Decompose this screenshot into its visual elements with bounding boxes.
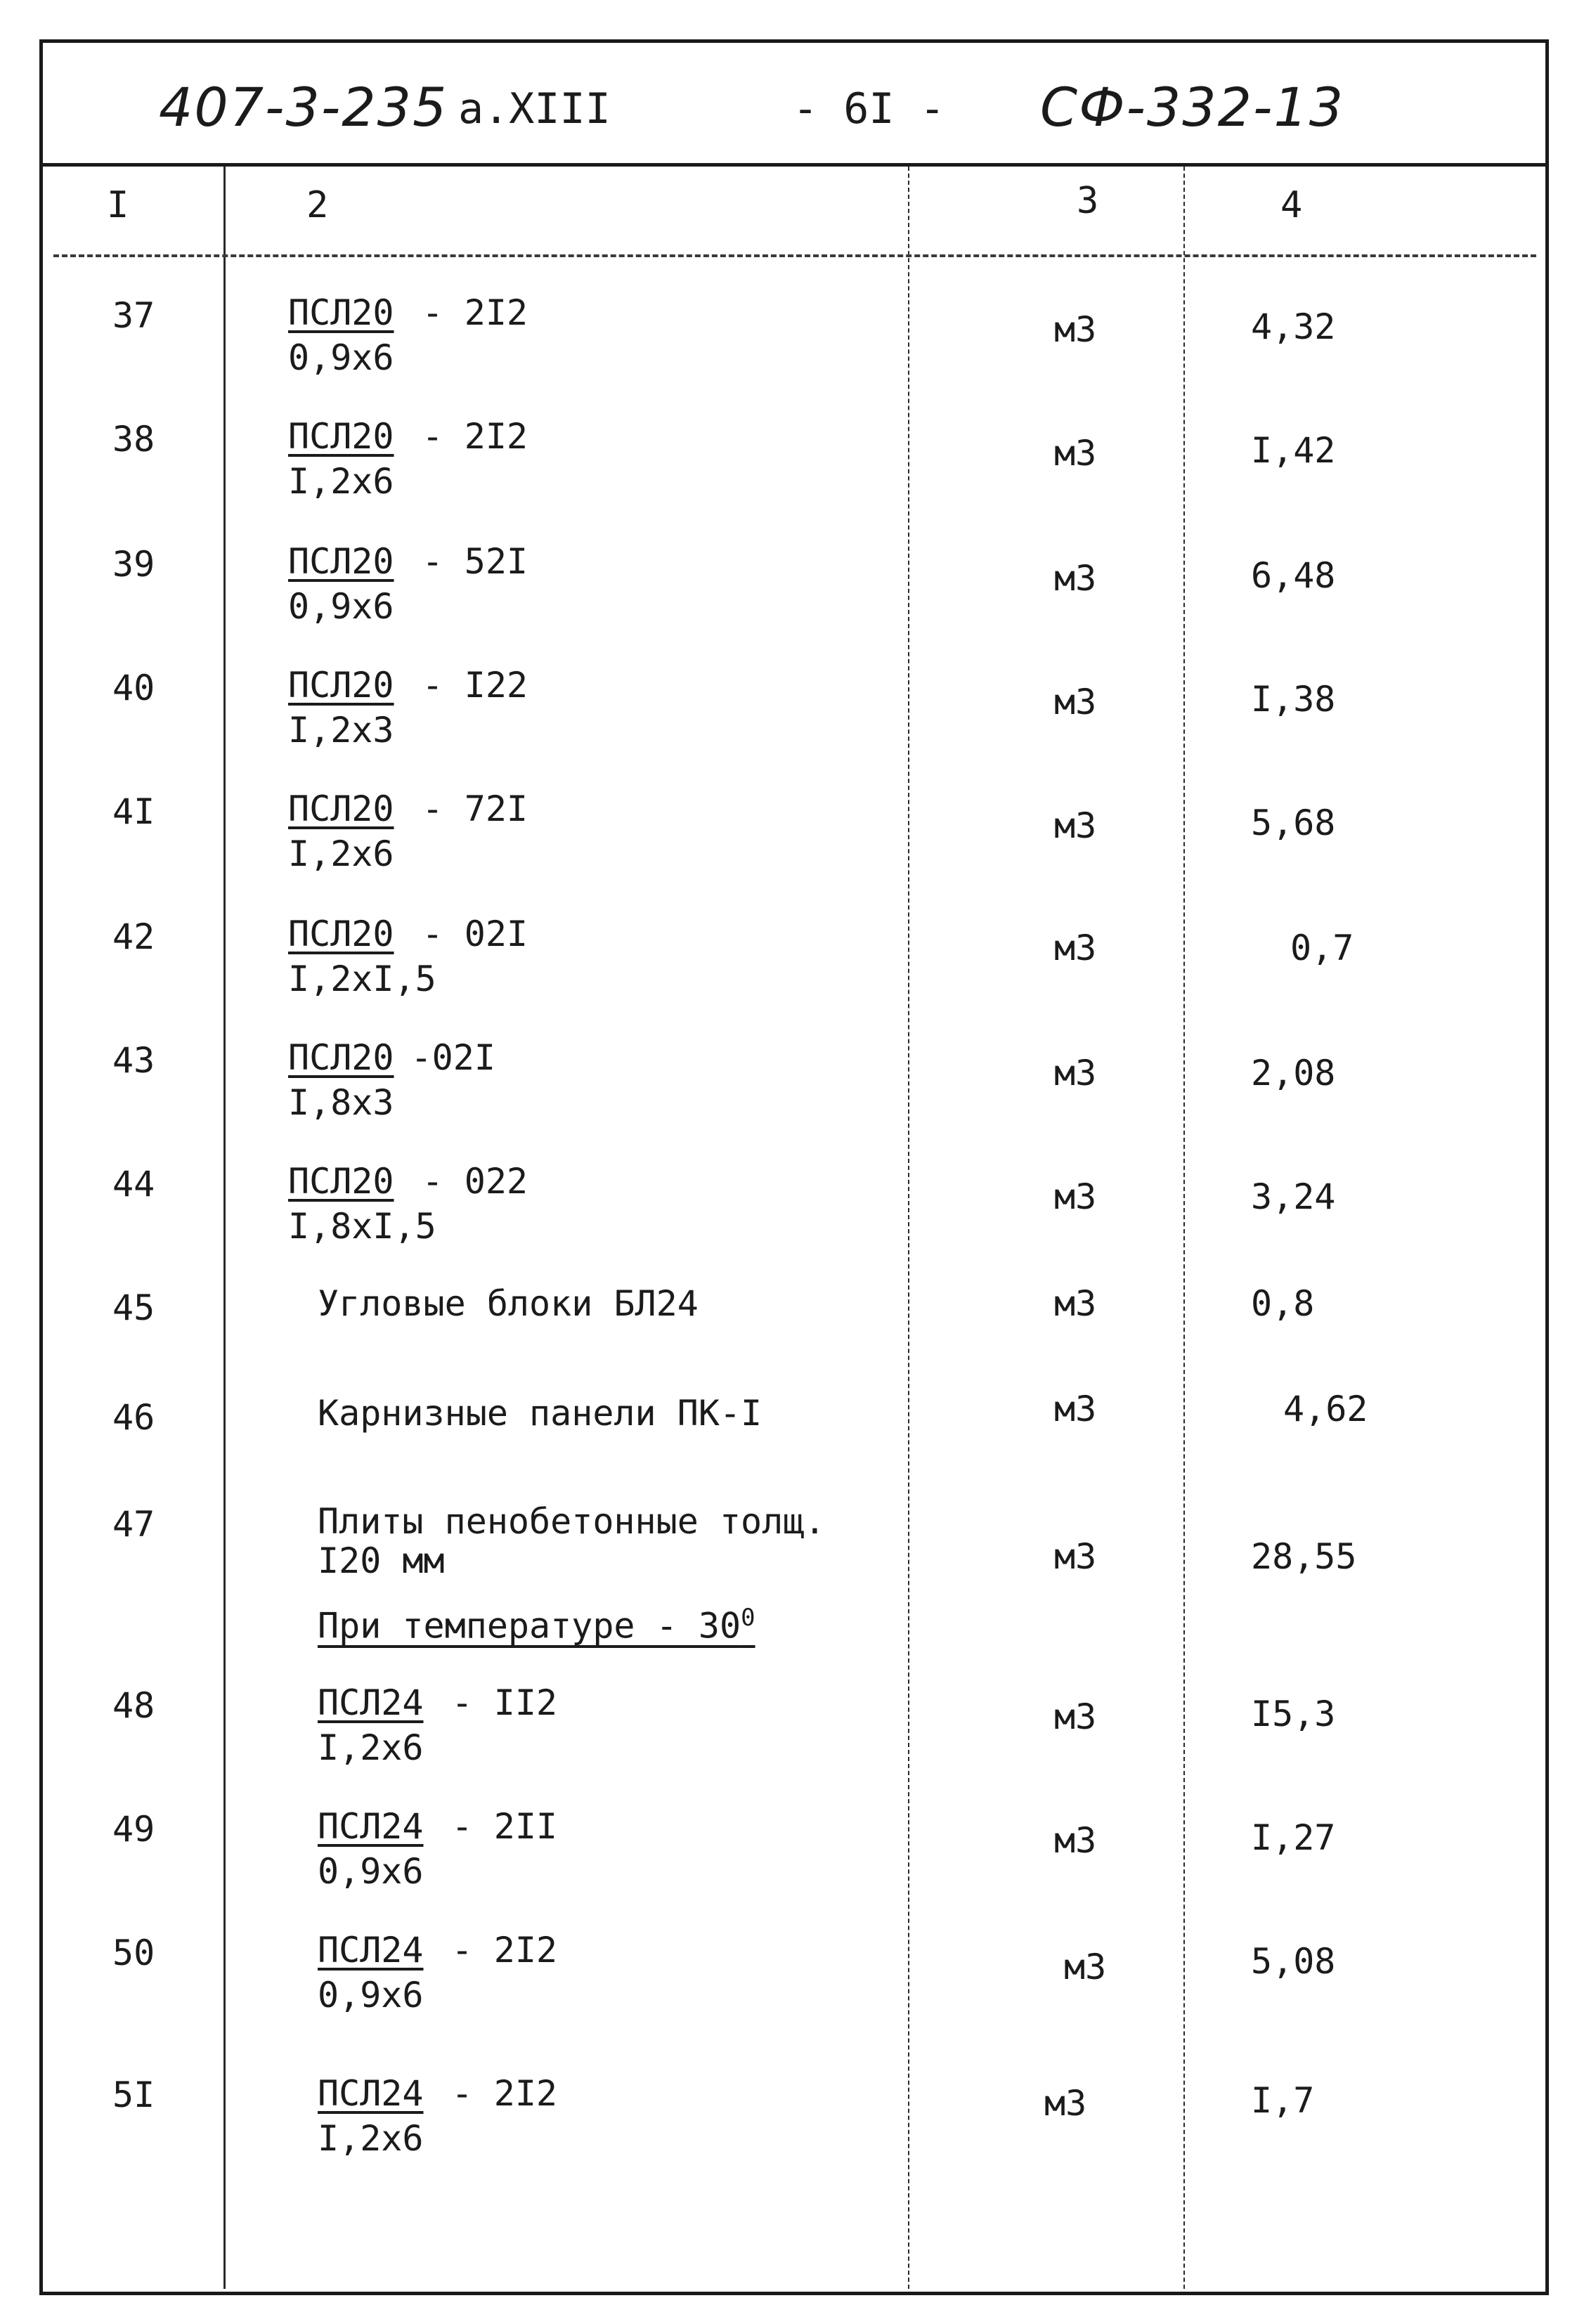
quantity: I,38 <box>1251 679 1336 720</box>
section-title-text: При температуре - 30 <box>318 1605 741 1647</box>
unit: м3 <box>1064 1947 1107 1987</box>
mark-top: ПСЛ20 <box>288 541 394 582</box>
row-number: 4I <box>112 791 155 832</box>
row-number: 37 <box>112 295 155 336</box>
mark-bottom: 0,9x6 <box>318 1975 424 2015</box>
degree-sign: 0 <box>741 1604 755 1632</box>
item-description: Плиты пенобетонные толщ. <box>318 1501 826 1542</box>
unit: м3 <box>1054 1536 1097 1577</box>
item-mark <box>288 914 528 999</box>
quantity: 4,32 <box>1251 306 1336 347</box>
mark-top: ПСЛ24 <box>318 1682 424 1723</box>
quantity: 0,8 <box>1251 1283 1315 1324</box>
mark-top: ПСЛ20 <box>288 1161 394 1202</box>
unit: м3 <box>1054 433 1097 474</box>
mark-suffix: - 2I2 <box>422 292 528 333</box>
document-designation: 407-3-235 <box>159 76 448 138</box>
item-description: Угловые блоки БЛ24 <box>318 1283 699 1324</box>
column-divider-3 <box>1183 167 1187 2289</box>
mark-top: ПСЛ24 <box>318 1806 424 1847</box>
item-mark <box>318 1930 557 2015</box>
quantity: 0,7 <box>1290 928 1354 968</box>
unit: м3 <box>1054 682 1097 722</box>
column-divider-2 <box>908 167 911 2289</box>
mark-bottom: I,2x6 <box>288 461 394 502</box>
mark-suffix: - 52I <box>422 541 528 582</box>
unit: м3 <box>1044 2083 1087 2124</box>
mark-top: ПСЛ20 <box>288 665 394 706</box>
unit: м3 <box>1054 558 1097 599</box>
mark-suffix: - II2 <box>451 1682 558 1723</box>
quantity: 5,08 <box>1251 1941 1336 1982</box>
mark-suffix: - 2I2 <box>422 416 528 457</box>
row-number: 40 <box>112 668 155 708</box>
mark-top: ПСЛ20 <box>288 292 394 333</box>
unit: м3 <box>1054 1176 1097 1217</box>
quantity: I5,3 <box>1251 1694 1336 1734</box>
unit: м3 <box>1054 1696 1097 1737</box>
header-dashed-rule <box>53 254 1536 257</box>
quantity: 6,48 <box>1251 555 1336 596</box>
row-number: 5I <box>112 2075 155 2115</box>
mark-suffix: - I22 <box>422 665 528 706</box>
item-mark <box>288 541 528 627</box>
mark-bottom: 0,9x6 <box>288 337 394 378</box>
column-header-4: 4 <box>1280 184 1303 226</box>
mark-suffix: - 02I <box>422 914 528 954</box>
quantity: 28,55 <box>1251 1536 1357 1577</box>
unit: м3 <box>1054 805 1097 846</box>
mark-bottom: I,2x6 <box>288 833 394 874</box>
mark-suffix: - 2I2 <box>451 2073 558 2114</box>
quantity: I,42 <box>1251 430 1336 471</box>
unit: м3 <box>1054 1053 1097 1093</box>
row-number: 48 <box>112 1685 155 1726</box>
mark-top: ПСЛ20 <box>288 914 394 954</box>
mark-suffix: -02I <box>410 1037 495 1078</box>
column-header-3: 3 <box>1077 180 1099 222</box>
item-description: Карнизные панели ПК-I <box>318 1393 762 1434</box>
row-number: 42 <box>112 916 155 957</box>
mark-bottom: I,8x3 <box>288 1082 394 1123</box>
quantity: 5,68 <box>1251 803 1336 843</box>
row-number: 39 <box>112 544 155 585</box>
unit: м3 <box>1054 1283 1097 1324</box>
unit: м3 <box>1054 1389 1097 1429</box>
mark-top: ПСЛ24 <box>318 2073 424 2114</box>
mark-bottom: 0,9x6 <box>318 1851 424 1892</box>
quantity: 4,62 <box>1283 1389 1368 1429</box>
item-mark <box>318 1682 557 1768</box>
page-number: - 6I - <box>793 84 945 134</box>
item-mark <box>318 2073 557 2159</box>
column-divider-1 <box>223 167 226 2289</box>
mark-suffix: - 2II <box>451 1806 558 1847</box>
item-mark <box>288 416 528 502</box>
item-mark <box>288 1037 495 1123</box>
mark-top: ПСЛ24 <box>318 1930 424 1971</box>
item-mark <box>288 665 528 751</box>
row-number: 44 <box>112 1164 155 1205</box>
mark-top: ПСЛ20 <box>288 416 394 457</box>
mark-bottom: I,2x6 <box>318 2118 424 2159</box>
album-number: а.XIII <box>458 84 611 134</box>
column-header-2: 2 <box>306 184 329 226</box>
mark-top: ПСЛ20 <box>288 1037 394 1078</box>
item-mark <box>288 1161 528 1247</box>
row-number: 47 <box>112 1504 155 1545</box>
row-number: 45 <box>112 1287 155 1328</box>
mark-bottom: 0,9x6 <box>288 586 394 627</box>
row-number: 46 <box>112 1397 155 1438</box>
mark-bottom: I,2x3 <box>288 710 394 751</box>
item-mark <box>318 1806 557 1892</box>
unit: м3 <box>1054 1820 1097 1861</box>
quantity: I,7 <box>1251 2080 1315 2121</box>
quantity: 3,24 <box>1251 1176 1336 1217</box>
row-number: 50 <box>112 1933 155 1973</box>
quantity: 2,08 <box>1251 1053 1336 1093</box>
mark-suffix: - 022 <box>422 1161 528 1202</box>
item-description-cont: I20 мм <box>318 1540 445 1581</box>
column-header-1: I <box>107 184 129 226</box>
section-title <box>318 1604 755 1647</box>
row-number: 38 <box>112 419 155 460</box>
unit: м3 <box>1054 928 1097 968</box>
row-number: 43 <box>112 1040 155 1081</box>
mark-suffix: - 72I <box>422 788 528 829</box>
row-number: 49 <box>112 1809 155 1850</box>
sheet-code: СФ-332-13 <box>1040 76 1345 138</box>
quantity: I,27 <box>1251 1817 1336 1858</box>
mark-bottom: I,8xI,5 <box>288 1206 436 1247</box>
header-divider <box>39 163 1549 167</box>
mark-bottom: I,2xI,5 <box>288 959 436 999</box>
mark-top: ПСЛ20 <box>288 788 394 829</box>
item-mark <box>288 788 528 874</box>
item-mark <box>288 292 528 378</box>
mark-suffix: - 2I2 <box>451 1930 558 1971</box>
unit: м3 <box>1054 309 1097 350</box>
mark-bottom: I,2x6 <box>318 1727 424 1768</box>
